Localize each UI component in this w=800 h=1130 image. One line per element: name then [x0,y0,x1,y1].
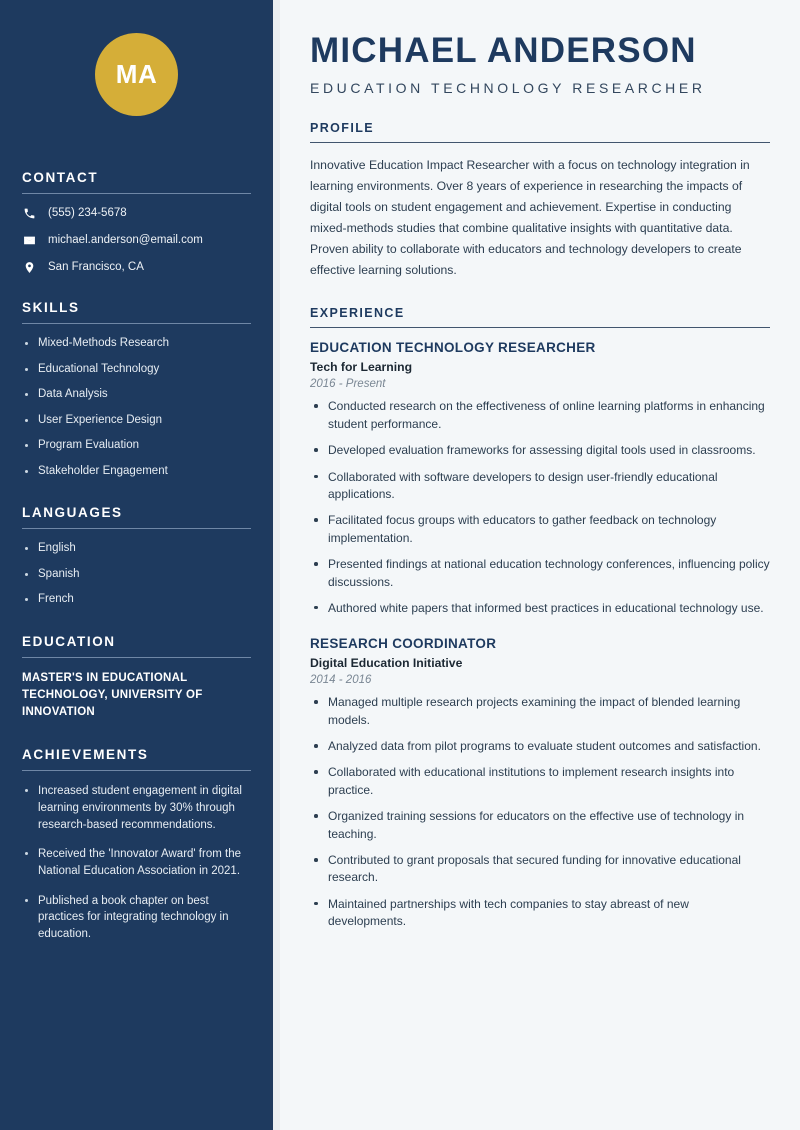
phone-icon [22,206,36,220]
education-entry: MASTER'S IN EDUCATIONAL TECHNOLOGY, UNIVERSITY OF INNOVATION [22,671,203,719]
job-bullets [310,694,770,930]
list-item: Analyzed data from pilot programs to evaluate student outcomes and satisfaction. [310,738,770,755]
contact-item-location[interactable] [22,260,251,274]
languages-heading: LANGUAGES [22,505,123,521]
profile-heading: PROFILE [310,120,374,135]
contact-section [22,170,251,274]
avatar-initials: MA [95,33,178,116]
list-item: English [22,541,251,557]
map-pin-icon [22,260,36,274]
languages-divider [22,528,251,529]
list-item: Educational Technology [22,362,251,378]
header-subtitle: EDUCATION TECHNOLOGY RESEARCHER [310,79,706,96]
contact-divider [22,193,251,194]
sidebar [0,0,273,1130]
job-title: EDUCATION TECHNOLOGY RESEARCHER [310,340,596,356]
list-item: Presented findings at national education technology conferences, influencing policy discussions. [310,556,770,591]
job-dates: 2014 - 2016 [310,674,372,687]
list-item: Mixed-Methods Research [22,336,251,352]
job-spacer [310,626,770,636]
experience-section [310,306,770,931]
job-company: Tech for Learning [310,360,413,375]
envelope-icon [22,233,36,247]
experience-entry [310,636,770,930]
experience-heading: EXPERIENCE [310,305,405,320]
education-section [22,634,251,722]
education-divider [22,657,251,658]
list-item: Contributed to grant proposals that secured funding for innovative educational research. [310,852,770,887]
contact-list [22,206,251,274]
list-item: Developed evaluation frameworks for assessing digital tools used in classrooms. [310,442,770,459]
list-item: Collaborated with software developers to design user-friendly educational applications. [310,469,770,504]
list-item: Collaborated with educational institutions to implement research insights into practice. [310,764,770,799]
job-bullets [310,398,770,617]
job-title: RESEARCH COORDINATOR [310,636,497,652]
list-item: Managed multiple research projects examining the impact of blended learning models. [310,694,770,729]
profile-text: Innovative Education Impact Researcher with a focus on technology integration in learning environments. Over 8 years of experience in researching the impacts of digital tools on student engagement and achievement. Expertise in conducting mixed-methods studies that combine qualitative insights with quantitative data. Proven ability to collaborate with educators and technology developers to create effective learning solutions. [310,158,750,277]
education-heading: EDUCATION [22,633,116,649]
list-item: User Experience Design [22,413,251,429]
job-dates: 2016 - Present [310,378,386,391]
main-content [280,0,800,1130]
list-item: Spanish [22,567,251,583]
avatar-container [22,0,251,116]
achievements-heading: ACHIEVEMENTS [22,747,149,763]
contact-phone-value: (555) 234-5678 [48,207,127,219]
achievements-section [22,747,251,942]
skills-list [22,336,251,479]
contact-email-value: michael.anderson@email.com [48,234,203,246]
contact-item-email[interactable] [22,233,251,247]
list-item: Program Evaluation [22,438,251,454]
skills-heading: SKILLS [22,300,80,315]
column-divider [273,0,280,1130]
list-item: Conducted research on the effectiveness of online learning platforms in enhancing student performance. [310,398,770,433]
list-item: Data Analysis [22,387,251,403]
contact-item-phone[interactable] [22,206,251,220]
list-item: Received the 'Innovator Award' from the National Education Association in 2021. [22,846,251,879]
list-item: Facilitated focus groups with educators to gather feedback on technology implementation. [310,512,770,547]
achievements-divider [22,770,251,771]
list-item: French [22,592,251,608]
list-item: Stakeholder Engagement [22,464,251,480]
list-item: Organized training sessions for educators on the effective use of technology in teaching. [310,808,770,843]
page-title: MICHAEL ANDERSON [310,31,697,70]
list-item: Increased student engagement in digital learning environments by 30% through research-based recommendations. [22,783,251,833]
list-item: Maintained partnerships with tech companies to stay abreast of new developments. [310,896,770,931]
skills-section [22,300,251,479]
contact-heading: CONTACT [22,170,99,185]
experience-divider [310,327,770,329]
contact-location-value: San Francisco, CA [48,261,144,273]
languages-list [22,541,251,608]
list-item: Authored white papers that informed best practices in educational technology use. [310,600,770,617]
list-item: Published a book chapter on best practices for integrating technology in education. [22,893,251,943]
languages-section [22,505,251,608]
profile-divider [310,142,770,144]
experience-entry [310,340,770,617]
achievements-list [22,783,251,942]
profile-section [310,121,770,281]
skills-divider [22,323,251,324]
job-company: Digital Education Initiative [310,656,463,671]
